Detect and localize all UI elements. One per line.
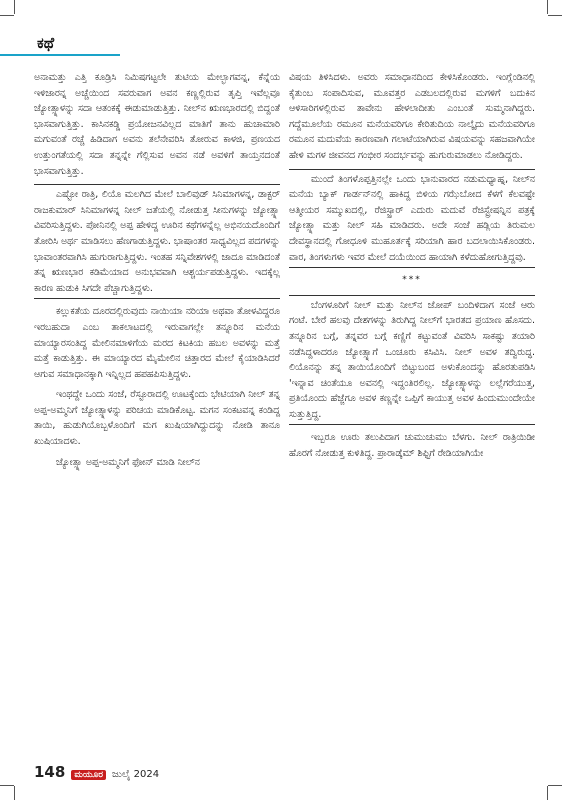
crop-mark: [0, 785, 14, 786]
paragraph: ಮುಂದೆ ತಿಂಗಳೊಪ್ಪತ್ತಿನಲ್ಲೇ ಒಂದು ಭಾನುವಾರದ ನಡುಮಧ್ಯಾಹ್ನ, ನೀಲ್‌ನ ಮನೆಯ ಬ್ಯಾಕ್ ಗಾರ್ಡನ್‌ನಲ್ಲಿ ಹಾಕಿದ್ದ ಬಿಳಿಯ ಗಝೆಬೋದ ಕೆಳಗೆ ಕೆಲವಷ್ಟೇ ಆತ್ಮೀಯರ ಸಮ್ಮುಖದಲ್ಲಿ, ರೆಜಿಸ್ಟ್ರಾರ್ ಎದುರು ಮದುವೆ ರೆಜಿಸ್ಟ್ರೇಷನ್ನಿನ ಪತ್ರಕ್ಕೆ ಜ್ಯೋತ್ಸ್ನಾ ಮತ್ತು ನೀಲ್ ಸಹಿ ಮಾಡಿದರು. ಅದೇ ಸಂಜೆ ಹಡ್ಲಿಯ ತಿರುಮಲ ದೇವಸ್ಥಾನದಲ್ಲಿ ಗೋಧೂಳಿ ಮುಹೂರ್ತಕ್ಕೆ ಸರಿಯಾಗಿ ಹಾರ ಬದಲಾಯಿಸಿಕೊಂಡರು. ವಾರ, ತಿಂಗಳುಗಳು ಇವರ ಮೇಲೆ ದಯೆಯಿಂದ ಹಾಯಾಗಿ ಕಳೆದುಹೋಗುತ್ತಿದ್ದವು.: [289, 169, 535, 269]
crop-mark: [547, 786, 548, 800]
section-rule: [0, 54, 120, 56]
crop-mark: [14, 0, 15, 14]
page-footer: [34, 763, 159, 781]
paragraph: ಎಷ್ಟೋ ರಾತ್ರಿ, ಲಿಯೊ ಮಲಗಿದ ಮೇಲೆ ಬಾಲಿವುಡ್ ಸಿನಿಮಾಗಳನ್ನ, ಡಾಕ್ಟರ್ ರಾಜಕುಮಾರ್ ಸಿನಿಮಾಗಳನ್ನ ನೀಲ್ ಜತೆಯಲ್ಲಿ ನೋಡುತ್ತ ಸೀನುಗಳನ್ನು ಜ್ಯೋತ್ಸ್ನಾ ವಿವರಿಸುತ್ತಿದ್ದಳು. ಪೋನಿನಲ್ಲಿ ಅಪ್ಪ ಹೇಳಿದ್ದ ಊರಿನ ಕಥೆಗಳನ್ನೆಲ್ಲ ಅಭಿನಯದೊಂದಿಗೆ ತೋರಿಸಿ ಅರ್ಥ ಮಾಡಿಸಲು ಹೆಣಗಾಡುತ್ತಿದ್ದಳು. ಭಾಷಾಂತರ ಸಾಧ್ಯವಿಲ್ಲದ ಪದಗಳನ್ನು ಭಾವಾಂತರವಾಗಿಸಿ ಹುಗುರಾಗುತ್ತಿದ್ದಳು. ಇಂತಹ ಸನ್ನಿವೇಶಗಳಲ್ಲಿ ಜಾದೂ ಮಾಡಿದಂತೆ ತನ್ನ ಋಣಭಾರ ಕಡಿಮೆಯಾದ ಅನುಭವವಾಗಿ ಆಶ್ಚರ್ಯಪಡುತ್ತಿದ್ದಳು. ಇದಕ್ಕೆಲ್ಲ ಕಾರಣ ಹುಡುಕಿ ಸಿಗದೇ ಪೆಚ್ಚಾಗುತ್ತಿದ್ದಳು.: [34, 184, 280, 299]
section-title: ಕಥೆ: [37, 34, 55, 52]
paragraph: ಜ್ಯೋತ್ಸ್ನಾ ಅಪ್ಪ-ಅಮ್ಮನಿಗೆ ಫೋನ್ ಮಾಡಿ ನೀಲ್‌ನ: [56, 456, 200, 468]
crop-mark: [14, 786, 15, 800]
section-separator: ***: [402, 275, 422, 286]
page-number: 148: [34, 763, 66, 781]
paragraph: ವಿಷಯ ತಿಳಿಸಿದಳು. ಅವರು ಸಮಾಧಾನದಿಂದ ಕೇಳಿಸಿಕೊಂಡರು. ಇಂಗ್ಲೆಂಡಿನಲ್ಲಿ ಕೈತುಂಬ ಸಂಪಾದಿಸುವ, ಮೂವತ್ತರ ಎಡಬಲದಲ್ಲಿರುವ ಮಗಳಿಗೆ ಬದುಕಿನ ಆಳಿಸಾರಿಗಳಲ್ಲಿರುವ ತಾವೇನು ಹೇಳಲಾದೀತು ಎಂಬಂತೆ ಸುಮ್ಮನಾಗಿದ್ದರು. ಗದ್ದೆಮೂಲೆಯ ರಮೂನ ಮನೆಯವರಿಗೂ ಕೇರಿತುದಿಯ ನಾಲ್ಕೈದು ಮನೆಯವರಿಗೂ ರಮೂನ ಮದುವೆಯ ಕಾರಣವಾಗಿ ಗಲಾಟೆಯಾಗಿರುವ ವಿಷಯವನ್ನು ಸಹಜವಾಗಿಯೇ ಹೇಳಿ ಮಗಳ ಜೀವನದ ಗಂಭೀರ ಸಂದರ್ಭವನ್ನು ಹುಗುರುಮಾಡಲು ನೋಡಿದ್ದರು.: [289, 72, 535, 161]
paragraph: ಅನಾಮತ್ತು ಎತ್ತಿ ಕೂಡ್ರಿಸಿ ನಿಮಿಷಗಟ್ಟಲೇ ತುಟಿಯ ಮೇಲ್ಭಾಗವನ್ನ, ಕೆನ್ನೆಯ ಇಳಿಜಾರನ್ನ ಅಚ್ಚೆಯಿಂದ ಸವರುವಾಗ ಅವನ ಕಣ್ಣಲ್ಲಿರುವ ತೃಪ್ತಿ ಇವೆಲ್ಲವೂ ಜ್ಯೋತ್ಸ್ನಾಳನ್ನು ಸದಾ ಆತಂಕಕ್ಕೆ ಈಡುಮಾಡುತ್ತಿತ್ತು. ನೀಲ್‌ನ ಋಣಭಾರದಲ್ಲಿ ಬಿದ್ದಂತೆ ಭಾಸವಾಗುತ್ತಿತ್ತು. ಕಾಸಿನಕಡ್ಡಿ ಪ್ರಯೋಜನವಿಲ್ಲದ ಮಾತಿಗೆ ತಾನು ಹುಚಾಮಾರಿ ಮಗುವಂತೆ ರಚ್ಚೆ ಹಿಡಿದಾಗ ಅವನು ತಲೆನೇವರಿಸಿ ತೋರುವ ಕಾಳಜಿ, ಪ್ರಣಯದ ಉತ್ತುಂಗತೆಯಲ್ಲಿ ಸದಾ ತನ್ನನ್ನೇ ಗೆಲ್ಲಿಸುವ ಅವನ ನಡೆ ಅವಳಿಗೆ ತಾಯ್ತನದಂತೆ ಭಾಸವಾಗುತ್ತಿತ್ತು.: [34, 72, 280, 177]
crop-mark: [548, 15, 562, 16]
paragraph: ಕಲ್ಲುಕತೆಯ ದೂರದಲ್ಲಿರುವುದು ನಾಯಿಯಾ ನರಿಯಾ ಅಥವಾ ತೋಳವಿದ್ದರೂ ಇರಬಹುದಾ ಎಂಬ ತಾಕಲಾಟದಲ್ಲಿ ಇರುವಾಗಲ್ಲೇ ತನ್ನೂರಿನ ಮನೆಯ ಮಾಯ್ಯಾರಸಂತಿದ್ದ ಮೇಲಿನಮಾಳಿಗೆಯ ಮರದ ಕಿಟಕಿಯ ಹಬಲ ಅವಳನ್ನು ಮತ್ತೆ ಮತ್ತೆ ಕಾಡುತ್ತಿತ್ತು. ಈ ಮಾಯ್ಯಾರದ ಮೈಮೇಲಿನ ಚಿತ್ತಾರದ ಮೇಲೆ ಕೈಯಾಡಿಸಿದರೆ ಆಗುವ ಸಮಾಧಾನಕ್ಕಾಗಿ ಇನ್ನಿಲ್ಲದ ಹಪಹಪಿಸುತ್ತಿದ್ದಳು.: [34, 306, 280, 380]
paragraph: ಇಂಥದ್ದೇ ಒಂದು ಸಂಜೆ, ರೆಸ್ಟೂರಾದಲ್ಲಿ ಊಟಕ್ಕೆಂದು ಭೇಟಿಯಾಗಿ ನೀಲ್ ತನ್ನ ಅಪ್ಪ-ಅಮ್ಮನಿಗೆ ಜ್ಯೋತ್ಸ್ನಾಳನ್ನು ಪರಿಚಯ ಮಾಡಿಕೊಟ್ಟ. ಮಗನ ಸಂಕಟವನ್ನ ಕಂಡಿದ್ದ ತಾಯಿ, ಹುಡುಗಿಯೊಬ್ಬಳೊಂದಿಗೆ ಮಗ ಖುಷಿಯಾಗಿದ್ದುದನ್ನು ನೋಡಿ ತಾನೂ ಖುಷಿಯಾದಳು.: [34, 389, 280, 448]
crop-mark: [547, 0, 548, 14]
crop-mark: [548, 785, 562, 786]
left-column: [34, 70, 280, 475]
right-column: [289, 70, 535, 467]
issue-date: ಜುಲೈ 2024: [112, 769, 160, 780]
crop-mark: [0, 15, 14, 16]
magazine-logo: ಮಯೂರ: [71, 770, 106, 780]
paragraph: ಬೆಂಗಳೂರಿಗೆ ನೀಲ್ ಮತ್ತು ನೀಲ್‌ನ ಜೋಪ್ ಬಂದಿಳಿದಾಗ ಸಂಜೆ ಆರು ಗಂಟೆ. ಬೇರೆ ಹಲವು ದೇಶಗಳನ್ನು ತಿರುಗಿದ್ದ ನೀಲ್‌ಗೆ ಭಾರತದ ಪ್ರಯಾಣ ಹೊಸದು. ತನ್ನೂರಿನ ಬಗ್ಗೆ, ತನ್ನವರ ಬಗ್ಗೆ ಕಣ್ಣಿಗೆ ಕಟ್ಟುವಂತೆ ವಿವರಿಸಿ ಸಾಕಷ್ಟು ತಯಾರಿ ನಡೆಸಿದ್ದಳಾದರೂ ಜ್ಯೋತ್ಸ್ನಾಗೆ ಒಂಚೂರು ಕಸಿವಿಸಿ. ನೀಲ್ ಅವಳ ತದ್ವಿರುದ್ಧ. ಲಿಯೊನನ್ನು ತನ್ನ ತಾಯಿಯೊಂದಿಗೆ ಬಿಟ್ಟುಬಂದ ಅಳುಕೊಂದನ್ನು ಹೊರತುಪಡಿಸಿ 'ಇನ್ನಾವ ಚಿಂತೆಯೂ ಅವನಲ್ಲಿ ಇದ್ದಂತಿರಲಿಲ್ಲ. ಜ್ಯೋತ್ಸ್ನಾಳನ್ನು ಲಲ್ಲೆಗರೆಯುತ್ತ, ಪ್ರತಿಯೊಂದು ಹೆಜ್ಜೆಗೂ ಅವಳ ಕಣ್ಣನ್ನೇ ಒಪ್ಪಿಗೆ ಕಾಯುತ್ತ ಅವಳ ಹಿಂದುಮುಂದೇಯೇ ಸುತ್ತುತ್ತಿದ್ದ.: [289, 295, 535, 426]
paragraph: ಇಬ್ಬರೂ ಊರು ತಲುಪಿದಾಗ ಚುಮುಚುಮು ಬೆಳಗು. ನೀಲ್ ರಾತ್ರಿಯಿಡೀ ಹೊರಗೆ ನೋಡುತ್ತ ಕುಳಿತಿದ್ದ. ಪ್ರಾರಾಡ್ಕೆಮ್ ಶಿಫ್ಟಿಗೆ ರೇಡಿಯಾಗಿಯೇ: [289, 432, 535, 460]
